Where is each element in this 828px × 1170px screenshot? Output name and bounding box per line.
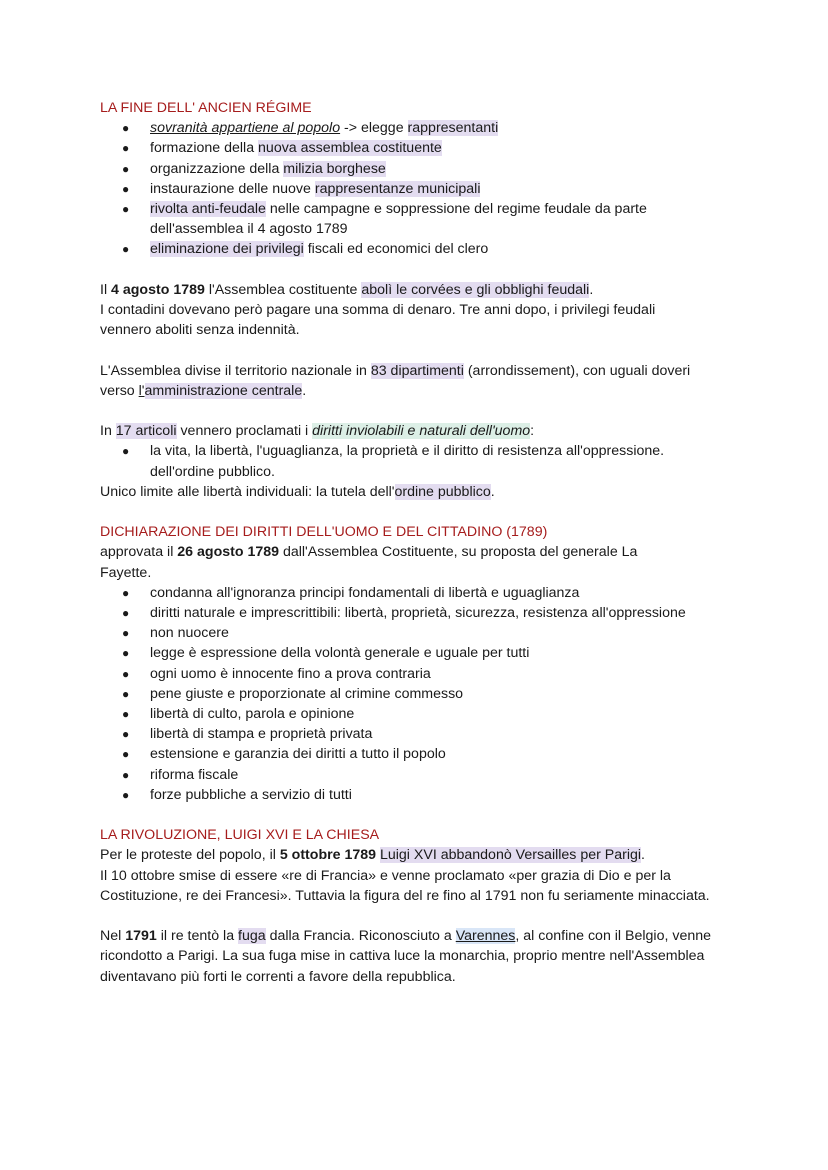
bullet-icon: ●	[122, 444, 130, 459]
paragraph: Unico limite alle libertà individuali: la tutela dell'ordine pubblico.	[100, 483, 495, 500]
list-item: ● organizzazione della milizia borghese	[100, 159, 740, 179]
bullet-icon: ●	[122, 141, 130, 156]
bullet-icon: ●	[122, 747, 130, 762]
list-item: ● rivolta anti-feudale nelle campagne e soppressione del regime feudale da parte dell'assemblea il 4 agosto 1789	[122, 201, 647, 238]
bullet-icon: ●	[122, 707, 130, 722]
list-item: ● ogni uomo è innocente fino a prova contraria	[100, 664, 740, 684]
list-item: ● formazione della nuova assemblea costituente	[100, 138, 740, 158]
list-item: ● legge è espressione della volontà generale e uguale per tutti	[100, 643, 740, 663]
paragraph: Il 10 ottobre smise di essere «re di Francia» e venne proclamato «per grazia di Dio e per la Costituzione, re dei Francesi». Tuttavia la figura del re fino al 1791 non fu seriamente minacciata.	[100, 867, 710, 904]
section-title-dichiarazione: DICHIARAZIONE DEI DIRITTI DELL'UOMO E DEL CITTADINO (1789)	[100, 524, 548, 541]
list-item: ● la vita, la libertà, l'uguaglianza, la proprietà e il diritto di resistenza all'oppressione. dell'ordine pubblico.	[122, 443, 665, 480]
paragraph: approvata il 26 agosto 1789 dall'Assemblea Costituente, su proposta del generale La Fayette.	[100, 544, 638, 581]
paragraph: Il 4 agosto 1789 l'Assemblea costituente abolì le corvées e gli obblighi feudali.	[100, 281, 594, 298]
bullet-icon: ●	[122, 202, 130, 217]
list-item: ● estensione e garanzia dei diritti a tutto il popolo	[100, 744, 740, 764]
bullet-icon: ●	[122, 242, 130, 257]
bullet-icon: ●	[122, 606, 130, 621]
rights-list	[100, 441, 740, 481]
ancien-regime-list	[100, 118, 740, 259]
list-item: ● condanna all'ignoranza principi fondamentali di libertà e uguaglianza	[100, 583, 740, 603]
list-item: ● sovranità appartiene al popolo -> elegge rappresentanti	[100, 118, 740, 138]
bullet-icon: ●	[122, 181, 130, 196]
list-item: ● non nuocere	[100, 623, 740, 643]
list-item: ● instaurazione delle nuove rappresentanze municipali	[100, 179, 740, 199]
bullet-icon: ●	[122, 626, 130, 641]
list-item: ● libertà di culto, parola e opinione	[100, 704, 740, 724]
bullet-icon: ●	[122, 646, 130, 661]
bullet-icon: ●	[122, 727, 130, 742]
bullet-icon: ●	[122, 585, 130, 600]
bullet-icon: ●	[122, 787, 130, 802]
paragraph: I contadini dovevano però pagare una somma di denaro. Tre anni dopo, i privilegi feudali vennero aboliti senza indennità.	[100, 302, 656, 339]
bullet-icon: ●	[122, 121, 130, 136]
paragraph: Nel 1791 il re tentò la fuga dalla Francia. Riconosciuto a Varennes, al confine con il Belgio, venne ricondotto a Parigi. La sua fuga mise in cattiva luce la monarchia, proprio mentre nell'Assemblea diventavano più forti le correnti a favore della repubblica.	[100, 928, 712, 985]
bullet-icon: ●	[122, 666, 130, 681]
paragraph: In 17 articoli vennero proclamati i diritti inviolabili e naturali dell'uomo:	[100, 423, 535, 440]
list-item: ● eliminazione dei privilegi fiscali ed economici del clero	[100, 239, 740, 259]
bullet-icon: ●	[122, 767, 130, 782]
list-item: ● riforma fiscale	[100, 765, 740, 785]
list-item: ● diritti naturale e imprescrittibili: libertà, proprietà, sicurezza, resistenza all'oppressione	[100, 603, 740, 623]
list-item: ● pene giuste e proporzionate al crimine commesso	[100, 684, 740, 704]
paragraph: Per le proteste del popolo, il 5 ottobre 1789 Luigi XVI abbandonò Versailles per Parigi.	[100, 847, 645, 864]
bullet-icon: ●	[122, 686, 130, 701]
section-title-ancien-regime: LA FINE DELL' ANCIEN RÉGIME	[100, 100, 312, 116]
section-title-luigi-xvi: LA RIVOLUZIONE, LUIGI XVI E LA CHIESA	[100, 827, 380, 844]
list-item: ● libertà di stampa e proprietà privata	[100, 724, 740, 744]
paragraph: L'Assemblea divise il territorio nazionale in 83 dipartimenti (arrondissement), con uguali doveri verso l'amministrazione centrale.	[100, 362, 691, 399]
list-item: ● forze pubbliche a servizio di tutti	[100, 785, 740, 805]
document-body	[100, 98, 740, 987]
bullet-icon: ●	[122, 161, 130, 176]
declaration-list	[100, 583, 740, 805]
